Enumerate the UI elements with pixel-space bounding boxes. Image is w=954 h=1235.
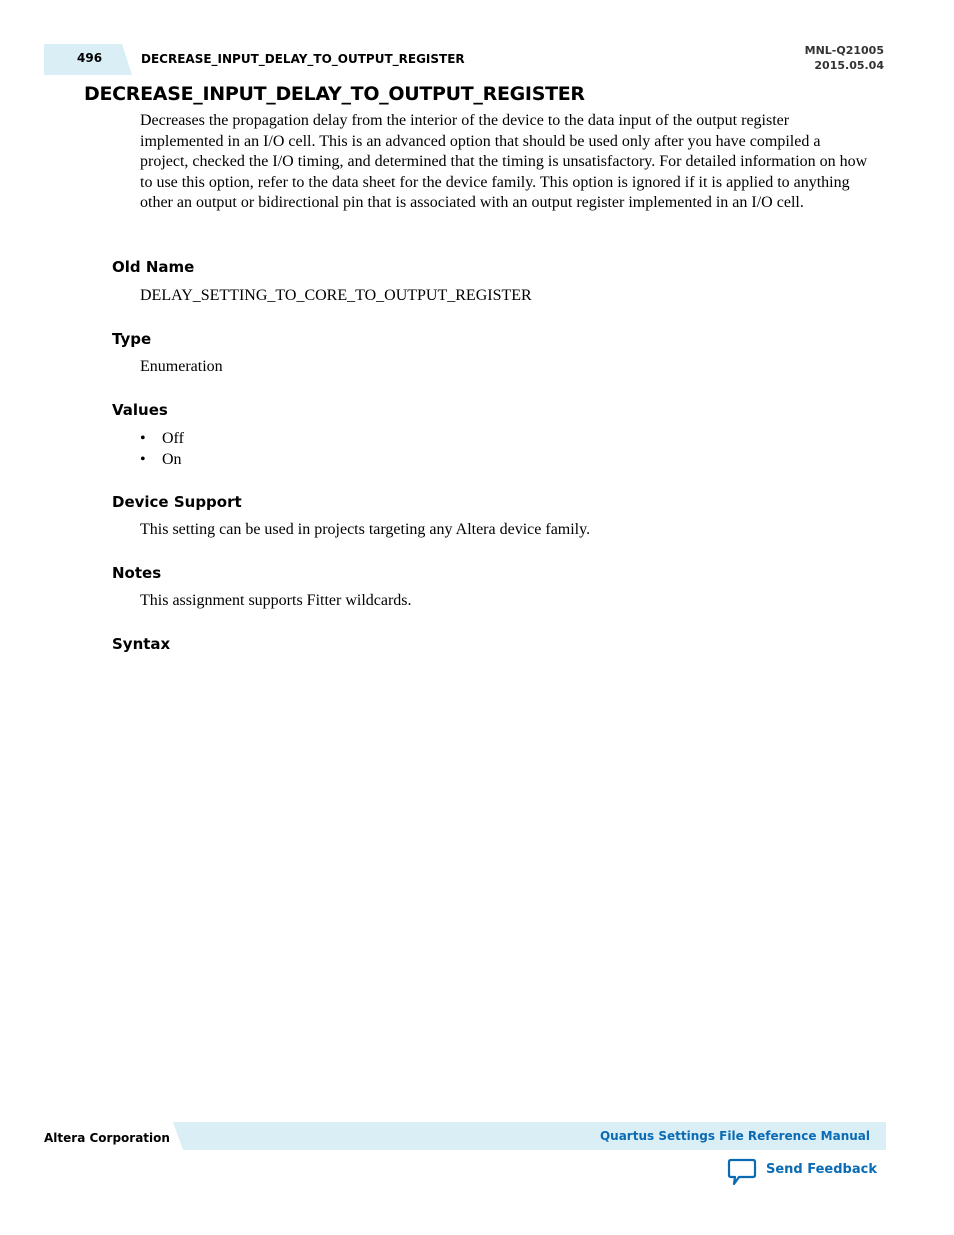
device-support-text: This setting can be used in projects targeting any Altera device family. (140, 521, 591, 538)
running-title: DECREASE_INPUT_DELAY_TO_OUTPUT_REGISTER (141, 52, 465, 66)
description-paragraph: Decreases the propagation delay from the interior of the device to the data input of the output register implemented in an I/O cell. This is an advanced option that should be used only after you have compiled a project, checked the I/O timing, and determined that the timing is unsatisfactory. For detailed information on how to use this option, refer to the data sheet for the device family. This option is ignored if it is applied to anything other an output or bidirectional pin that is associated with an output register implemented in an I/O cell. (140, 112, 868, 212)
send-feedback-button[interactable] (727, 1158, 877, 1188)
type-heading: Type (112, 330, 152, 348)
send-feedback-label: Send Feedback (766, 1162, 877, 1177)
list-item: • Off (140, 428, 184, 449)
doc-date: 2015.05.04 (814, 59, 884, 72)
device-support-heading: Device Support (112, 493, 242, 511)
old-name-value: DELAY_SETTING_TO_CORE_TO_OUTPUT_REGISTER (140, 287, 532, 304)
page-number: 496 (77, 51, 103, 65)
page-title: DECREASE_INPUT_DELAY_TO_OUTPUT_REGISTER (84, 83, 585, 105)
old-name-heading: Old Name (112, 258, 195, 276)
list-item: • On (140, 449, 184, 470)
notes-heading: Notes (112, 564, 162, 582)
manual-title-link[interactable]: Quartus Settings File Reference Manual (599, 1129, 870, 1143)
values-heading: Values (112, 401, 168, 419)
values-list (140, 428, 184, 470)
type-value: Enumeration (140, 358, 223, 375)
notes-text: This assignment supports Fitter wildcards. (140, 592, 412, 609)
company-name: Altera Corporation (44, 1131, 170, 1145)
speech-bubble-icon (727, 1158, 757, 1186)
doc-number: MNL-Q21005 (804, 44, 884, 57)
document-id (805, 43, 884, 73)
syntax-heading: Syntax (112, 635, 171, 653)
